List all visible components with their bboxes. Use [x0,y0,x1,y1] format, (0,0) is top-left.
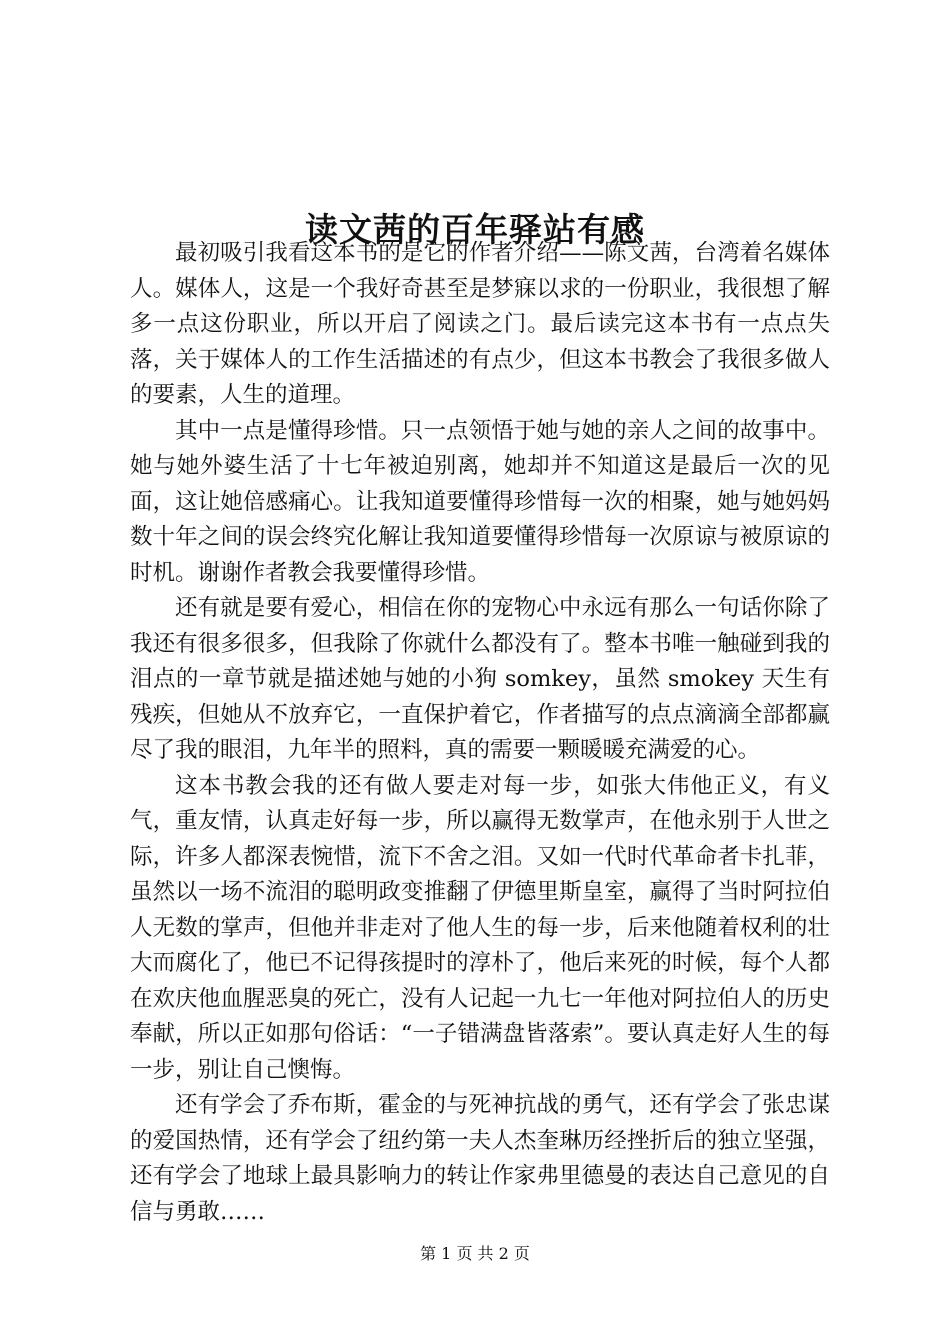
paragraph-3: 还有就是要有爱心，相信在你的宠物心中永远有那么一句话你除了我还有很多很多，但我除了你就什么都没有了。整本书唯一触碰到我的泪点的一章节就是描述她与她的小狗 somkey，虽然 smokey 天生有残疾，但她从不放弃它，一直保护着它，作者描写的点点滴滴全部都赢尽了我的眼泪，九年半的照料，真的需要一颗暖暖充满爱的心。 [130,595,830,763]
paragraph-5: 还有学会了乔布斯，霍金的与死神抗战的勇气，还有学会了张忠谋的爱国热情，还有学会了纽约第一夫人杰奎琳历经挫折后的独立坚强，还有学会了地球上最具影响力的转让作家弗里德曼的表达自己意见的自信与勇敢…… [130,1092,830,1225]
document-body [130,236,830,1230]
page-footer: 第 1 页 共 2 页 [420,1244,530,1263]
paragraph-1: 最初吸引我看这本书的是它的作者介绍——陈文茜，台湾着名媒体人。媒体人，这是一个我好奇甚至是梦寐以求的一份职业，我很想了解多一点这份职业，所以开启了阅读之门。最后读完这本书有一点点失落，关于媒体人的工作生活描述的有点少，但这本书教会了我很多做人的要素，人生的道理。 [130,240,830,408]
page-title: 读文茜的百年驿站有感 [305,210,645,250]
paragraph-4: 这本书教会我的还有做人要走对每一步，如张大伟他正义，有义气，重友情，认真走好每一步，所以赢得无数掌声，在他永别于人世之际，许多人都深表惋惜，流下不舍之泪。又如一代时代革命者卡扎菲，虽然以一场不流泪的聪明政变推翻了伊德里斯皇室，赢得了当时阿拉伯人无数的掌声，但他并非走对了他人生的每一步，后来他随着权利的壮大而腐化了，他已不记得孩提时的淳朴了，他后来死的时候，每个人都在欢庆他血腥恶臭的死亡，没有人记起一九七一年他对阿拉伯人的历史奉献，所以正如那句俗话：“一子错满盘皆落索”。要认真走好人生的每一步，别让自己懊悔。 [130,772,830,1083]
paragraph-2: 其中一点是懂得珍惜。只一点领悟于她与她的亲人之间的故事中。她与她外婆生活了十七年被迫别离，她却并不知道这是最后一次的见面，这让她倍感痛心。让我知道要懂得珍惜每一次的相聚，她与她妈妈数十年之间的误会终究化解让我知道要懂得珍惜每一次原谅与被原谅的时机。谢谢作者教会我要懂得珍惜。 [130,417,830,586]
